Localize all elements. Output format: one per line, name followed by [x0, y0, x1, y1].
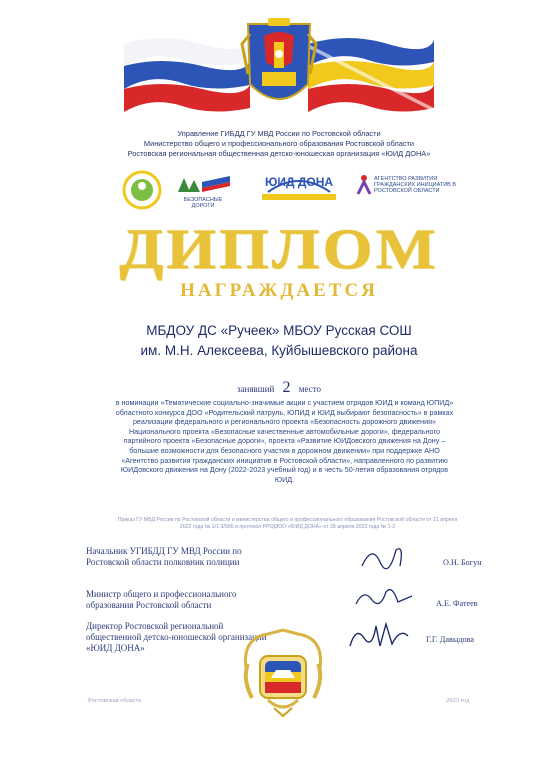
russia-flag	[122, 30, 250, 112]
signatory-2-name: А.Е. Фатеев	[436, 599, 478, 608]
footer-year: 2023 год	[446, 697, 470, 704]
nomination-description: в номинации «Тематические социально-значимые акции с участием отрядов ЮИД и команд ЮПИД» областного конкурса ДОО «Родительский патруль, ЮПИД и ЮИД выбирают безопасность» в рамках реализации федерального и регионального проекта «Безопасность дорожного движения» Национального проекта «Безопасные качественные автомобильные дороги», федерального партийного проекта «Безопасные дороги», проекта «Развитие ЮИДовского движения на Дону – большие возможности для безопасного участия в дорожном движении» при поддержке АНО «Агентство развития гражданских инициатив в Ростовской области», направленного по развитию ЮИДовского движения на Дону (2022-2023 учебный год) и в честь 50-летия образования отрядов ЮИД.	[115, 398, 454, 484]
signatory-3-name: Г.Г. Давыдова	[426, 635, 474, 644]
organizer-line-3: Ростовская региональная общественная детско-юношеская организация «ЮИД ДОНА»	[127, 149, 431, 158]
awarded-subtitle: НАГРАЖДАЕТСЯ	[180, 280, 378, 301]
organizer-line-1: Управление ГИБДД ГУ МВД России по Ростовской области	[177, 129, 381, 138]
yuid-dona-logo: ЮИД ДОНА	[260, 170, 338, 214]
gold-car-emblem-icon	[238, 628, 328, 720]
safe-roads-logo: БЕЗОПАСНЫЕ ДОРОГИ	[174, 170, 232, 214]
diploma-title: ДИПЛОМ	[119, 216, 439, 281]
signatory-3-title: Директор Ростовской региональной общественной детско-юношеской организации «ЮИД ДОНА»	[86, 621, 267, 653]
signature-1	[358, 540, 418, 572]
place-number: 2	[282, 379, 291, 396]
green-emblem-logo	[122, 170, 162, 214]
logos-row	[110, 170, 460, 214]
order-note: Приказ ГУ МВД России по Ростовской области и министерства общего и профессионального образования Ростовской области от 21 апреля 2022 года № 1/1-3/566 и протокол РРОДЮО «ЮИД ДОНА» от 28 апреля 2023 года № 1-2	[117, 517, 458, 530]
coat-of-arms-icon	[238, 14, 320, 120]
recipient-line-2: им. М.Н. Алексеева, Куйбышевского района	[140, 343, 418, 358]
place-suffix: место	[298, 384, 322, 394]
organizer-line-2: Министерство общего и профессионального образования Ростовской области	[143, 139, 415, 148]
signatory-1-title: Начальник УГИБДД ГУ МВД России по Ростовской области полковник полиции	[86, 546, 242, 567]
rostov-region-flag	[308, 30, 436, 112]
signatory-1-name: О.Н. Богун	[443, 558, 482, 567]
place-line	[0, 379, 558, 397]
signatory-2-title: Министр общего и профессионального образования Ростовской области	[86, 589, 237, 610]
signature-3	[346, 618, 412, 652]
recipient-line-1: МБДОУ ДС «Ручеек» МБОУ Русская СОШ	[146, 323, 412, 338]
place-prefix: занявший	[236, 384, 275, 394]
signature-2	[352, 582, 416, 612]
footer-location: Ростовская область	[88, 697, 142, 704]
civic-initiatives-agency-logo: АГЕНТСТВО РАЗВИТИЯ ГРАЖДАНСКИХ ИНИЦИАТИВ В РОСТОВСКОЙ ОБЛАСТИ	[356, 170, 460, 214]
